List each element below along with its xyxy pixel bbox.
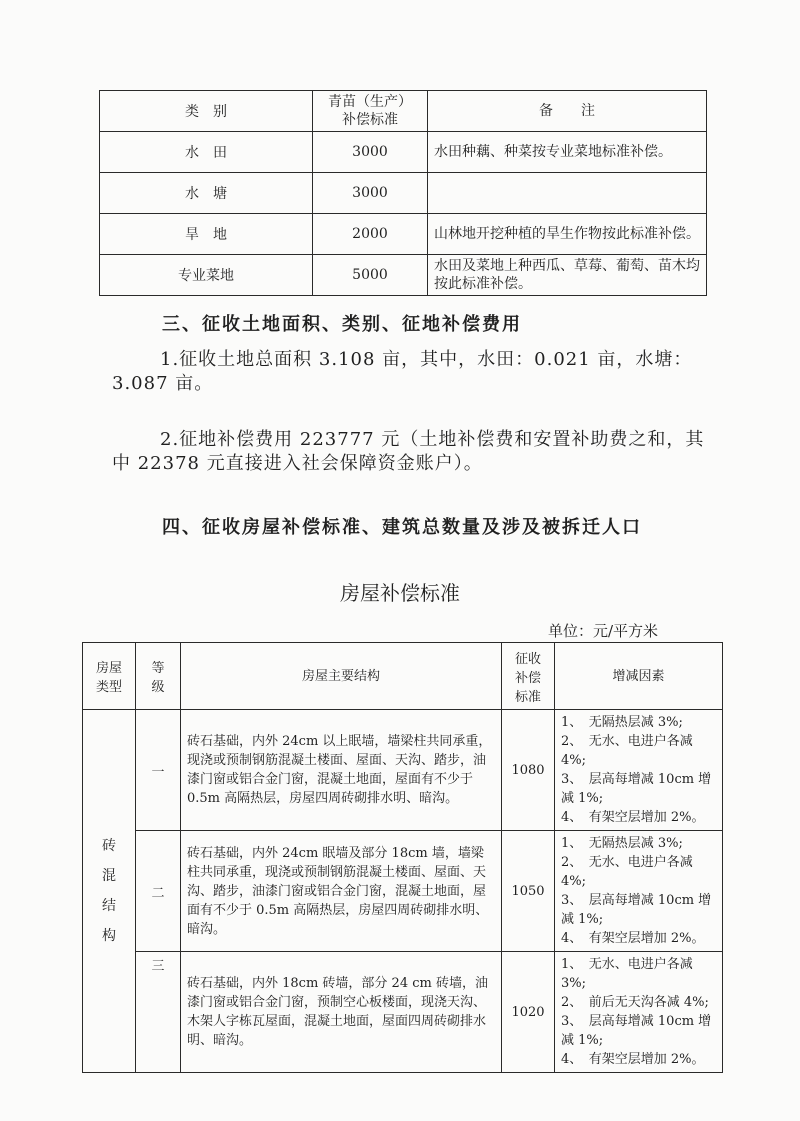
row-grade: 一 <box>136 710 181 831</box>
section-4-heading: 四、征收房屋补偿标准、建筑总数量及涉及被拆迁人口 <box>162 517 642 538</box>
header-house-type <box>83 643 136 710</box>
header-standard-line3: 标准 <box>514 689 541 705</box>
table-row <box>100 214 707 255</box>
row-grade: 三 <box>136 952 181 1073</box>
row-note: 水田种藕、种菜按专业菜地标准补偿。 <box>428 132 707 173</box>
header-structure: 房屋主要结构 <box>181 643 502 710</box>
row-standard: 2000 <box>313 214 428 255</box>
section-3-paragraph-2: 2.征地补偿费用 223777 元（土地补偿费和安置补助费之和，其中 22378 元直接进入社会保障资金账户）。 <box>112 429 705 474</box>
factor-item: 3、 层高每增减 10cm 增减 1%; <box>561 1014 712 1048</box>
header-house-type-line1: 房屋 <box>95 661 122 676</box>
table-header-row <box>100 91 707 132</box>
factor-item: 3、 层高每增减 10cm 增减 1%; <box>561 772 712 806</box>
row-category: 专业菜地 <box>100 255 313 296</box>
row-standard: 1020 <box>502 952 555 1073</box>
table-row <box>83 710 723 831</box>
header-standard <box>313 91 428 132</box>
row-standard: 1050 <box>502 831 555 952</box>
factor-item: 3、 层高每增减 10cm 增减 1%; <box>561 893 712 927</box>
row-standard: 5000 <box>313 255 428 296</box>
factor-item: 4、 有架空层增加 2%。 <box>561 810 705 825</box>
header-house-type-line2: 类型 <box>95 680 122 695</box>
factor-item: 4、 有架空层增加 2%。 <box>561 1052 705 1067</box>
header-factors: 增减因素 <box>555 643 723 710</box>
row-category: 旱 地 <box>100 214 313 255</box>
row-note: 山林地开挖种植的旱生作物按此标准补偿。 <box>428 214 707 255</box>
row-category: 水 塘 <box>100 173 313 214</box>
factor-item: 2、 前后无天沟各减 4%; <box>561 995 709 1010</box>
header-standard-line1: 征收 <box>514 651 541 667</box>
table-row <box>83 952 723 1073</box>
house-table-title: 房屋补偿标准 <box>340 581 460 605</box>
header-category: 类 别 <box>100 91 313 132</box>
table-row <box>100 132 707 173</box>
table-header-row <box>83 643 723 710</box>
factor-item: 1、 无隔热层减 3%; <box>561 715 683 730</box>
header-standard <box>502 643 555 710</box>
header-grade-line2: 级 <box>151 680 165 695</box>
row-grade: 二 <box>136 831 181 952</box>
table-row <box>100 173 707 214</box>
row-factors <box>555 952 723 1073</box>
row-note: 水田及菜地上种西瓜、草莓、葡萄、苗木均按此标准补偿。 <box>428 255 707 296</box>
table-row <box>100 255 707 296</box>
unit-label: 单位：元/平方米 <box>548 622 659 640</box>
group-label-brick-concrete <box>83 710 136 1073</box>
row-structure: 砖石基础，内外 18cm 砖墙，部分 24 cm 砖墙，油漆门窗或铝合金门窗，预制空心板楼面，现浇天沟、木架人字栋瓦屋面，混凝土地面，屋面四周砖砌排水明、暗沟。 <box>181 952 502 1073</box>
row-structure: 砖石基础，内外 24cm 眠墙及部分 18cm 墙，墙梁柱共同承重，现浇或预制钢筋混凝土楼面、屋面、天沟、踏步，油漆门窗或铝合金门窗，混凝土地面，屋面有不少于 0.5m 高隔热层，房屋四周砖砌排水明、暗沟。 <box>181 831 502 952</box>
row-standard: 1080 <box>502 710 555 831</box>
row-factors <box>555 831 723 952</box>
header-standard-line2: 补偿 <box>514 670 541 686</box>
group-label-char: 结 <box>102 898 116 914</box>
factor-item: 4、 有架空层增加 2%。 <box>561 931 705 946</box>
group-label-char: 构 <box>102 928 116 944</box>
group-label-char: 砖 <box>102 838 116 854</box>
group-label-char: 混 <box>102 868 116 884</box>
seedling-compensation-table <box>99 90 707 296</box>
factor-item: 2、 无水、电进户各减 4%; <box>561 734 693 768</box>
header-grade-line1: 等 <box>151 661 165 676</box>
row-note <box>428 173 707 214</box>
factor-item: 2、 无水、电进户各减 4%; <box>561 855 693 889</box>
house-compensation-table <box>82 642 723 1073</box>
row-factors <box>555 710 723 831</box>
section-3-paragraph-1: 1.征收土地总面积 3.108 亩，其中，水田：0.021 亩，水塘：3.087 亩。 <box>112 349 693 394</box>
row-structure: 砖石基础，内外 24cm 以上眠墙，墙梁柱共同承重，现浇或预制钢筋混凝土楼面、屋面、天沟、踏步，油漆门窗或铝合金门窗，混凝土地面，屋面有不少于 0.5m 高隔热层，房屋四周砖砌排水明、暗沟。 <box>181 710 502 831</box>
header-standard-line2: 补偿标准 <box>342 112 398 128</box>
header-standard-line1: 青苗（生产） <box>328 94 412 110</box>
header-note: 备 注 <box>428 91 707 132</box>
section-3-heading: 三、征收土地面积、类别、征地补偿费用 <box>162 314 522 335</box>
factor-item: 1、 无水、电进户各减 3%; <box>561 957 693 991</box>
header-grade <box>136 643 181 710</box>
row-standard: 3000 <box>313 173 428 214</box>
table-row <box>83 831 723 952</box>
row-standard: 3000 <box>313 132 428 173</box>
row-category: 水 田 <box>100 132 313 173</box>
factor-item: 1、 无隔热层减 3%; <box>561 836 683 851</box>
